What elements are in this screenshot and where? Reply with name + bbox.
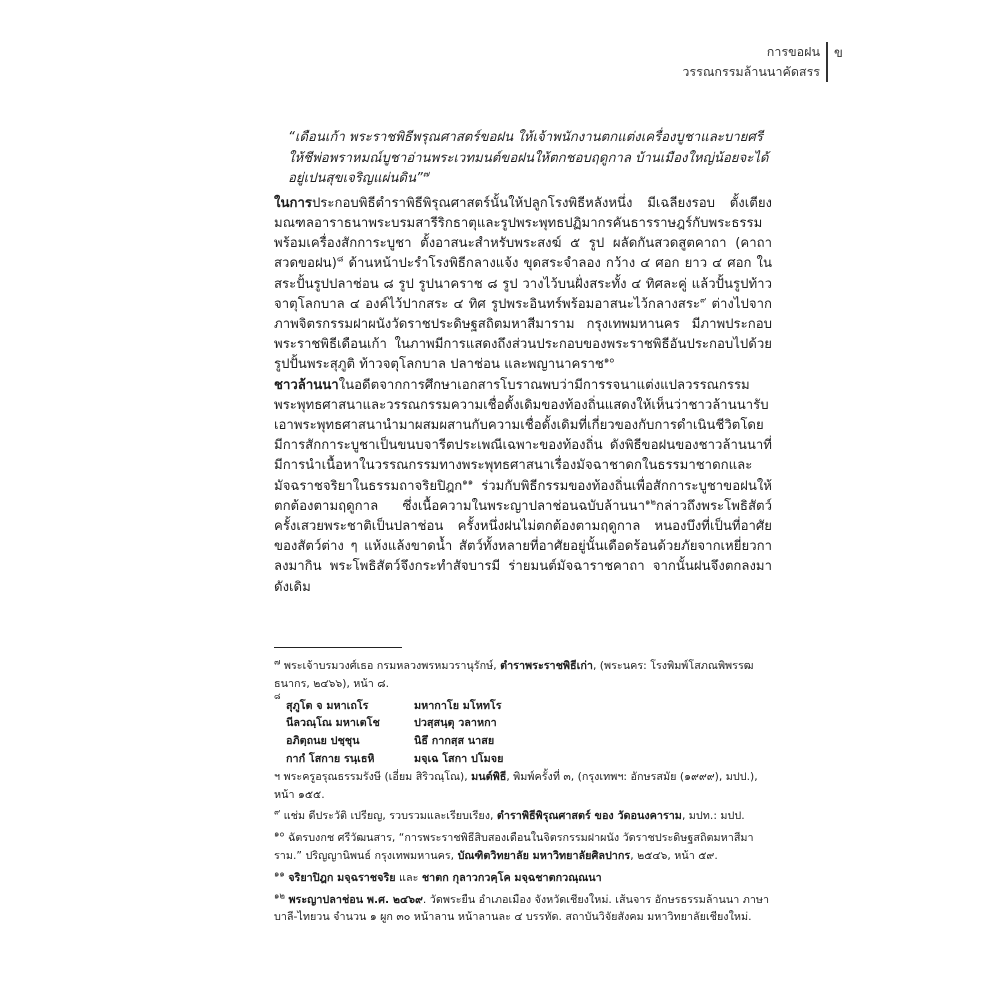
footnote-title: จริยาปิฎก มจฺฉราชจริย (288, 870, 396, 884)
header-title: การขอฝน (766, 44, 820, 59)
paragraph-lead: ในการ (274, 195, 312, 211)
footnote-text: พระเจ้าบรมวงศ์เธอ กรมหลวงพรหมวรานุรักษ์, (280, 659, 501, 672)
verse-line (414, 750, 503, 768)
footnote-title: ตำราพระราชพิธีเก่า (500, 659, 593, 672)
running-header (682, 42, 820, 82)
verse-line: อภิตฺถนย ปชฺชุน (286, 734, 360, 748)
footnote-text: ปริญญานิพนธ์ กรุงเทพมหานคร, (305, 848, 458, 862)
footnote-7 (274, 657, 774, 693)
main-text (274, 128, 772, 598)
verse-line: กากํ โสกาย รนฺเธหิ (286, 751, 375, 765)
footnote-number: ๙ (274, 807, 281, 818)
footnote-text: ฉัตรบงกช ศรีวัฒนสาร, “การพระราชพิธีสิบสองเดือนในจิตรกรรมฝาผนัง วัดราชประดิษฐสถิตมหาสีมาราม.” (274, 831, 754, 862)
footnote-text: , ๒๕๔๖, หน้า ๕๙. (630, 848, 718, 862)
footnote-12 (274, 891, 774, 927)
paragraph-text: ต่างไปจากภาพจิตรกรรมฝาผนังวัดราชประดิษฐสถิตมหาสีมาราม กรุงเทพมหานคร มีภาพประกอบพระราชพิธีเดือนเก้า ในภาพมีการแสดงถึงส่วนประกอบของพระราชพิธีอันประกอบไปด้วย รูปปั้นพระสุภูติ ท้าวจตุโลกบาล ปลาช่อน และพญานาคราช (274, 296, 772, 373)
footnote-title: บัณฑิตวิทยาลัย มหาวิทยาลัยศิลปากร (457, 848, 631, 862)
footnote-ref: ๑๐ (603, 356, 615, 367)
footnote-number: ๘ (274, 691, 281, 702)
footnote-ref: ๑๒ (644, 497, 656, 508)
paragraph-2 (274, 376, 772, 598)
footnote-text: และ (395, 870, 422, 884)
footnote-text: ฯ พระครูอรุณธรรมรังษี (เอี่ยม สิริวณฺโณ), (274, 769, 472, 783)
footnote-10 (274, 829, 774, 865)
paragraph-text: ประกอบพิธีตำราพิธีพิรุณศาสตร์นั้นให้ปลูกโรงพิธีหลังหนึ่ง มีเฉลียงรอบ ตั้งเตียงมณฑลอาราธนาพระบรมสารีริกธาตุและรูปพระพุทธปฏิมากรคันธารราษฎร์กับพระธรรมพร้อมเครื่องสักการะบูชา ตั้งอาสนะสำหรับพระสงฆ์ ๕ รูป ผลัดกันสวดสูตคาถา (คาถาสวดขอฝน) (274, 195, 772, 272)
paragraph-text: ในอดีตจากการศึกษาเอกสารโบราณพบว่ามีการรจนาแต่งแปลวรรณกรรมพระพุทธศาสนาและวรรณกรรมความเชื่อดั้งเดิมของท้องถิ่นแสดงให้เห็นว่าชาวล้านนารับเอาพระพุทธศาสนานำมาผสมผสานกับความเชื่อดั้งเดิมที่เกี่ยวของกับการดำเนินชีวิตโดยมีการสักการะบูชาเป็นขนบจารีตประเพณีเฉพาะของท้องถิ่น ดังพิธีขอฝนของชาวล้านนาที่มีการนำเนื้อหาในวรรณกรรมทางพระพุทธศาสนาเรื่องมัจฉาชาดกในธรรมาชาดกและมัจฉราชจริยาในธรรมถาจริยปิฎก (274, 377, 772, 494)
header-subtitle: วรรณกรรมล้านนาคัดสรร (682, 64, 820, 79)
footnote-ref: ๘ (336, 255, 344, 265)
quote-text: “เดือนเก้า พระราชพิธีพรุณศาสตร์ขอฝน ให้เจ้าพนักงานตกแต่งเครื่องบูชาและบายศรี ให้ชีพ่อพราหมณ์บูชาอ่านพระเวทมนต์ขอฝนให้ตกชอบฤดูกาล บ้านเมืองใหญ่น้อยจะได้อยู่เปนสุขเจริญแผ่นดิน” (288, 130, 769, 187)
footnote-ref: ๙ (700, 295, 707, 306)
paragraph-text: กล่าวถึงพระโพธิสัตว์ครั้งเสวยพระชาติเป็นปลาช่อน ครั้งหนึ่งฝนไม่ตกต้องตามฤดูกาล หนองบึงที่เป็นที่อาศัยของสัตว์ต่าง ๆ แห้งแล้งขาดน้ำ สัตว์ทั้งหลายที่อาศัยอยู่นั้นเดือดร้อนด้วยภัยจากเหยี่ยวกาลงมากิน พระโพธิสัตว์จึงกระทำสัจบารมี ร่ายมนต์มัจฉาราชคาถา จากนั้นฝนจึงตกลงมาดังเดิม (274, 498, 772, 595)
footnote-8 (274, 691, 774, 804)
footnote-text: , พิมพ์ครั้งที่ ๓, (กรุงเทพฯ: อักษรสมัย (๑๙๙๙), มปป.), หน้า ๑๕๕. (274, 769, 758, 801)
footnote-number: ๑๑ (274, 869, 285, 880)
footnote-number: ๑๒ (274, 890, 285, 901)
verse-line: นิธึ กากสฺส นาสย (414, 734, 495, 748)
footnote-number: ๑๐ (274, 829, 285, 840)
verse-line: มหากาโย มโหทโร (414, 698, 502, 712)
paragraph-text: ด้านหน้าปะรำโรงพิธีกลางแจ้ง ขุดสระจำลอง กว้าง ๔ ศอก ยาว ๔ ศอก ในสระปั้นรูปปลาช่อน ๘ รูป รูปนาคราช ๘ รูป วางไว้บนฝั่งสระทั้ง ๔ ทิศละคู่ แล้วปั้นรูปท้าวจาตุโลกบาล ๔ องค์ไว้ปากสระ ๔ ทิศ รูปพระอินทร์พร้อมอาสนะไว้กลางสระ (274, 256, 772, 312)
verse-line: ปวสฺสนฺตุ วลาหกา (414, 716, 497, 730)
footnote-title: มนต์พิธี (471, 769, 507, 783)
block-quote (288, 128, 772, 190)
footnotes (274, 657, 774, 930)
footnote-number: ๗ (274, 657, 281, 668)
footnote-title: ตำราพิธีพิรุณศาสตร์ ของ วัดอนงคาราม (496, 809, 682, 823)
footnote-ref: ๑๑ (462, 477, 474, 488)
paragraph-text: ร่วมกับพิธีกรรมของท้องถิ่นเพื่อสักการะบูชาขอฝนให้ตกต้องตามฤดูกาล ซึ่งเนื้อความในพระญาปลาช่อนฉบับล้านนา (274, 478, 772, 514)
footnote-11 (274, 869, 774, 887)
footnote-text: . วัดพระยืน อำเภอเมือง จังหวัดเชียงใหม่. เส้นจาร อักษรธรรมล้านนา ภาษาบาลี-ไทยวน จำนวน ๑ ผูก ๓๐ หน้าลาน หน้าลานละ ๔ บรรทัด. สถาบันวิจัยสังคม มหาวิทยาลัยเชียงใหม่. (274, 892, 770, 924)
footnote-text: , มปท.: มปป. (681, 809, 745, 823)
paragraph-lead: ชาวล้านนา (274, 377, 339, 393)
verse-line: มจฺเฉ โสกา ปโมจย (414, 751, 504, 765)
header-divider (826, 42, 828, 82)
verse-line: นีลวณฺโณ มหาเตโช (286, 716, 380, 730)
verse-line: สุภูโต จ มหาเถโร (286, 698, 369, 712)
footnote-ref: ๗ (422, 169, 430, 180)
paragraph-1 (274, 194, 772, 376)
footnote-text (274, 768, 774, 804)
footnote-text: แช่ม ดีประวัติ เปรียญ, รวบรวมและเรียบเรียง, (280, 809, 497, 823)
footnote-9 (274, 807, 774, 825)
footnote-title: ชาตก กุลาวกวคฺโค มจฺฉชาตกวณฺณนา (421, 870, 602, 884)
footnote-divider (274, 647, 402, 648)
footnote-text: , (พระนคร: โรงพิมพ์โสภณพิพรรฒธนากร, ๒๔๖๖), หน้า ๘. (274, 659, 754, 690)
verse-lines (286, 697, 503, 768)
footnote-title: พระญาปลาช่อน พ.ศ. ๒๔๖๙ (288, 892, 423, 906)
page-number: ข (834, 46, 843, 61)
